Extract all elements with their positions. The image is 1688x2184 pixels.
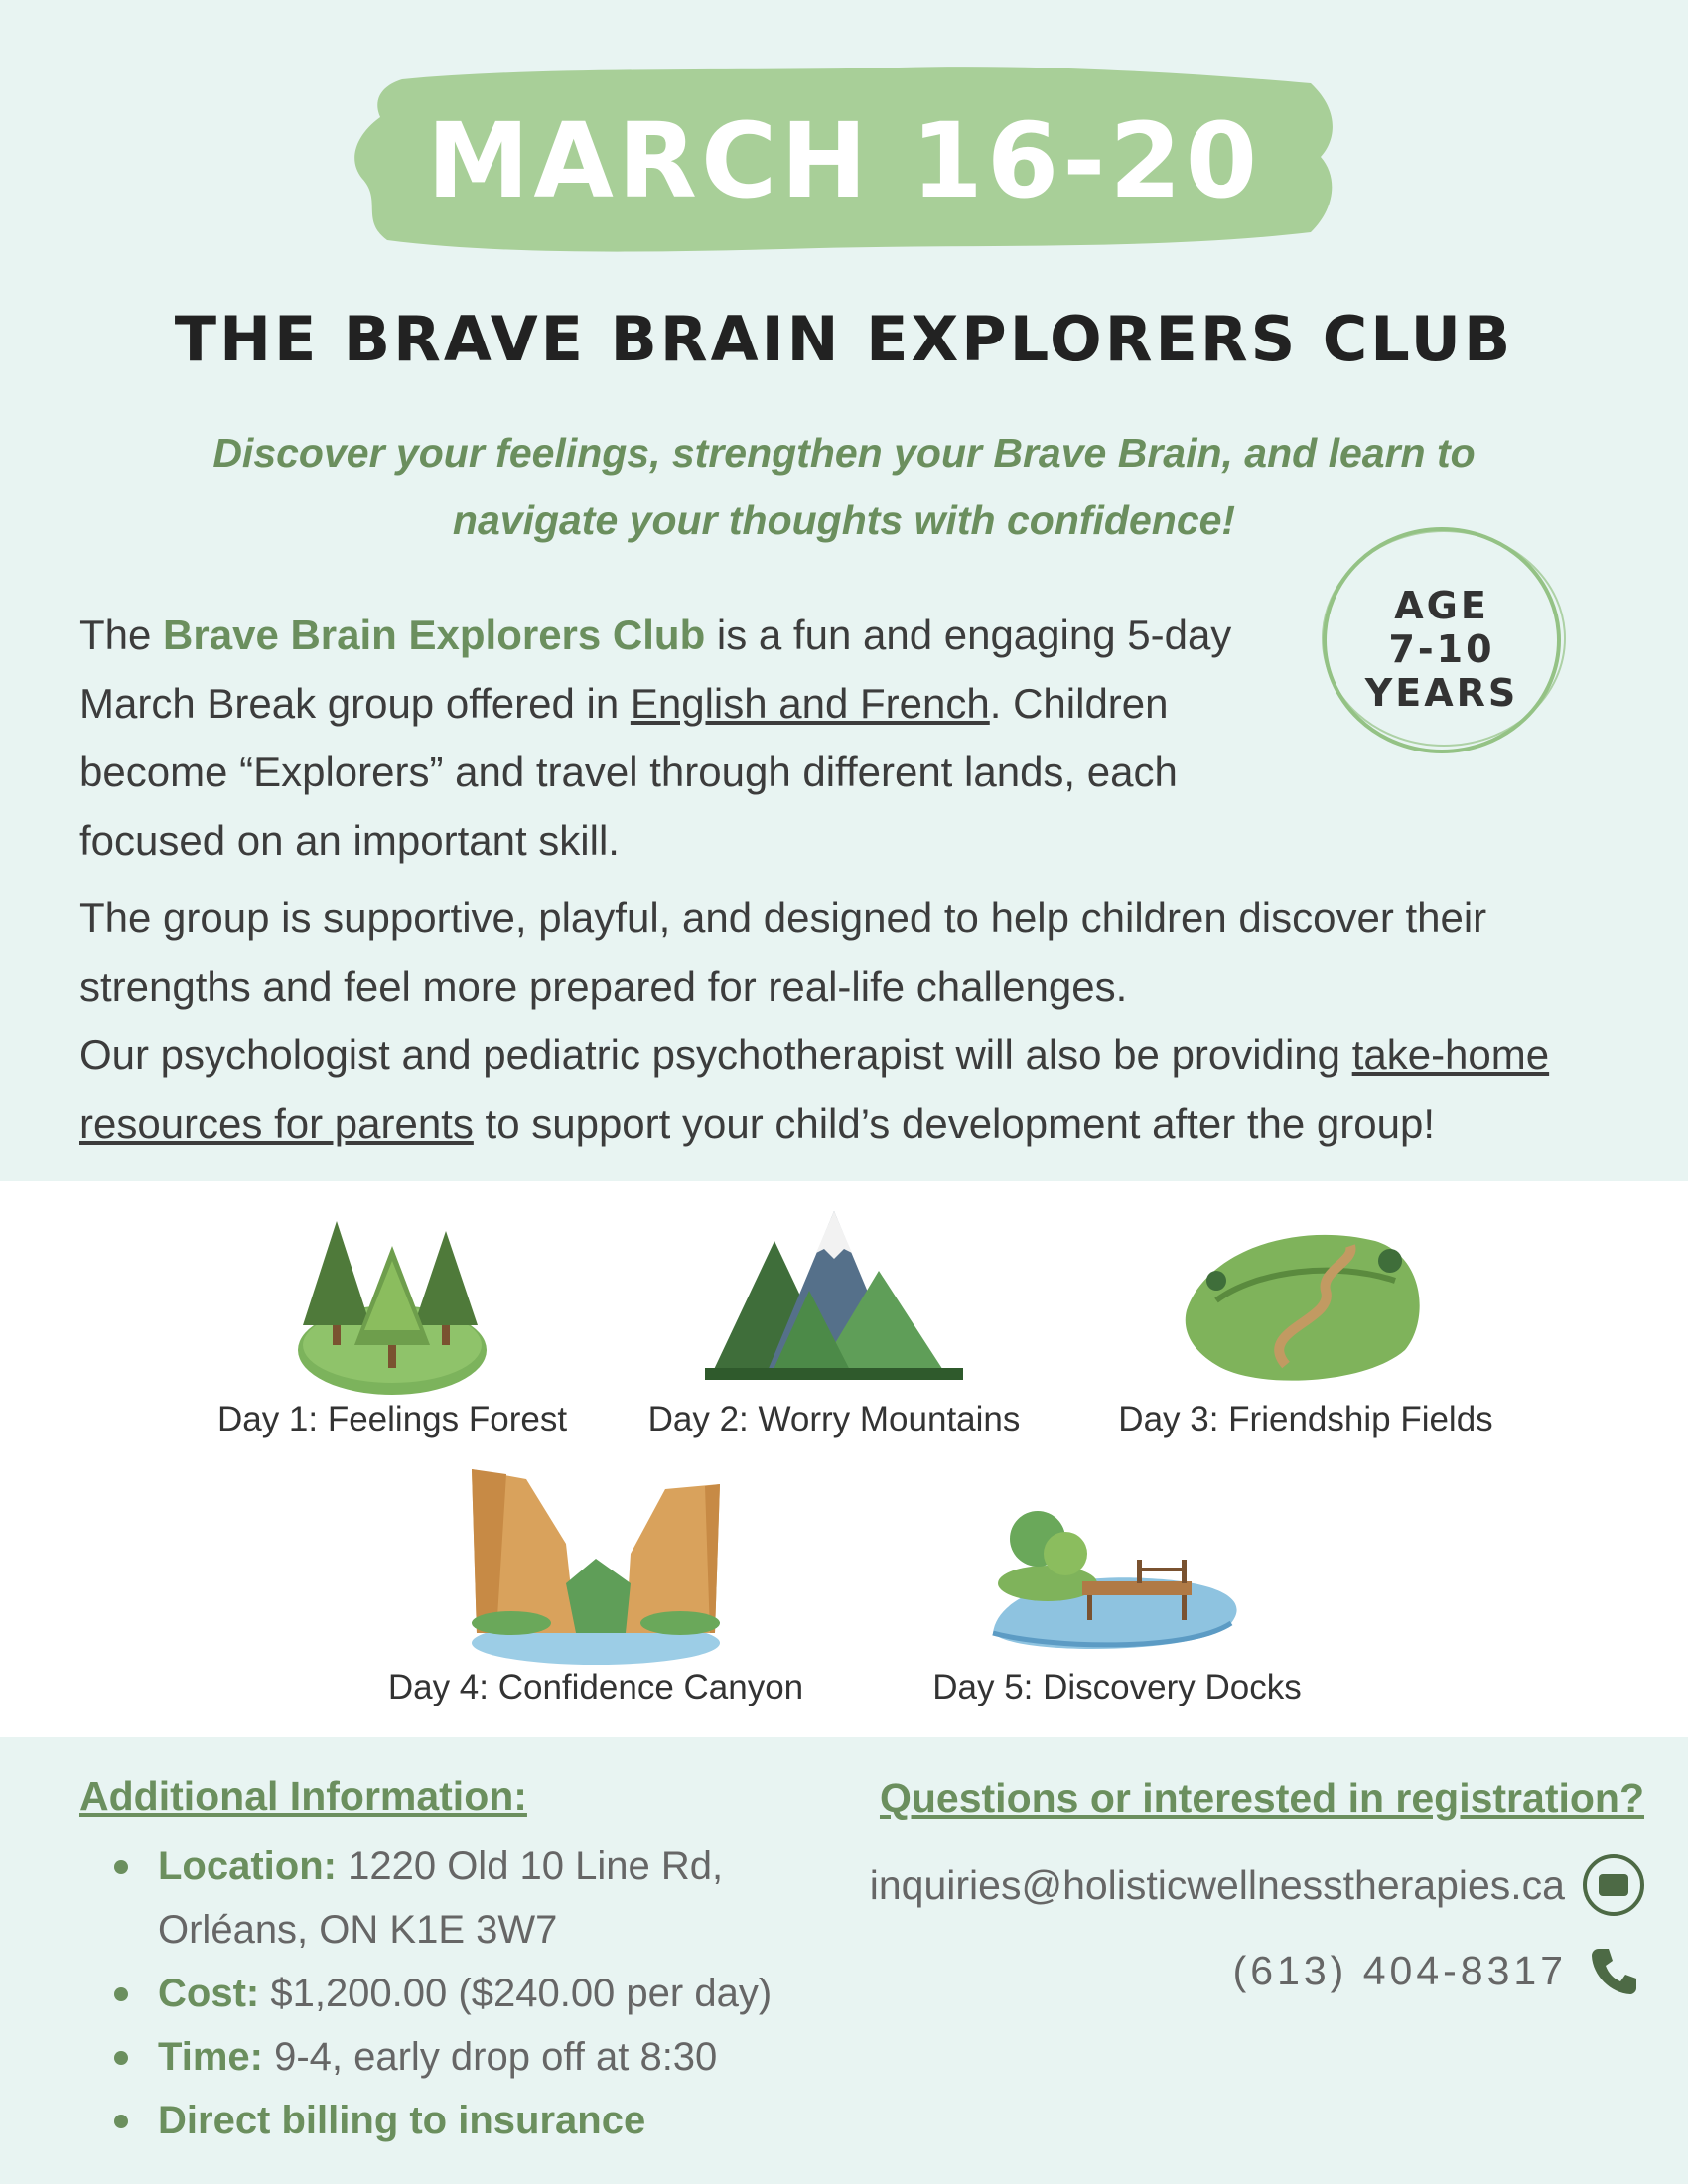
day-4-label: Day 4: Confidence Canyon (387, 1668, 804, 1706)
resources-text (79, 1021, 1628, 1158)
intro-paragraph (79, 601, 1261, 875)
location-value: 1220 Old 10 Line Rd, Orléans, ON K1E 3W7 (158, 1844, 724, 1952)
phone-row (1233, 1941, 1644, 2000)
day-5-label: Day 5: Discovery Docks (932, 1668, 1302, 1706)
billing-item (114, 2089, 869, 2152)
day-3-label: Day 3: Friendship Fields (1118, 1400, 1493, 1438)
intro-text-start: The (79, 612, 164, 658)
location-item (114, 1835, 869, 1962)
phone-icon (1585, 1941, 1644, 2000)
day-4-card (387, 1464, 804, 1707)
day-1-label: Day 1: Feelings Forest (216, 1400, 568, 1438)
resources-highlight: take-home resources for parents (79, 1031, 1550, 1147)
day-1-card (209, 1201, 576, 1439)
age-label: AGE (1394, 584, 1489, 627)
additional-info-heading: Additional Information: (79, 1773, 527, 1819)
club-name-highlight: Brave Brain Explorers Club (163, 612, 706, 658)
date-banner (343, 62, 1345, 260)
cost-value: $1,200.00 ($240.00 per day) (259, 1972, 773, 2015)
tagline-line-2: navigate your thoughts with confidence! (452, 497, 1236, 543)
description-paragraph (79, 884, 1628, 1158)
time-value: 9-4, early drop off at 8:30 (262, 2035, 718, 2079)
day-3-card (1107, 1201, 1504, 1439)
day-5-card (918, 1464, 1316, 1707)
tagline-line-1: Discover your feelings, strengthen your Brave Brain, and learn to (212, 430, 1476, 476)
email-row (870, 1854, 1644, 1916)
page-title: THE BRAVE BRAIN EXPLORERS CLUB (174, 303, 1514, 375)
docks-illustration (988, 1464, 1246, 1668)
age-badge (1313, 521, 1571, 759)
intro-text-mid: is a fun and engaging 5-day March Break group offered in (79, 612, 1232, 727)
resources-text-start: Our psychologist and pediatric psychotherapist will also be providing (79, 1031, 1352, 1078)
supportive-text: The group is supportive, playful, and designed to help children discover their strengths and feel more prepared for real-life challenges. (79, 894, 1487, 1010)
tagline (199, 419, 1489, 554)
age-unit: YEARS (1364, 671, 1519, 715)
day-2-label: Day 2: Worry Mountains (647, 1400, 1021, 1438)
phone-link[interactable]: (613) 404-8317 (1232, 1947, 1567, 1993)
event-dates: MARCH 16-20 (426, 100, 1262, 221)
intro-text-end: . Children become “Explorers” and travel through different lands, each focused on an important skill. (79, 680, 1178, 864)
day-2-card (645, 1201, 1023, 1439)
location-label: Location: (158, 1844, 337, 1888)
email-link[interactable]: inquiries@holisticwellnesstherapies.ca (869, 1861, 1565, 1908)
time-label: Time: (158, 2035, 263, 2079)
cost-item (114, 1962, 869, 2025)
email-icon (1583, 1854, 1644, 1916)
time-item (114, 2025, 869, 2089)
registration-heading: Questions or interested in registration? (879, 1775, 1644, 1821)
billing-text: Direct billing to insurance (158, 2099, 646, 2142)
canyon-illustration (467, 1464, 725, 1668)
fields-illustration (1177, 1201, 1435, 1400)
cost-label: Cost: (158, 1972, 260, 2015)
mountains-illustration (705, 1201, 963, 1400)
resources-text-end: to support your child’s development after the group! (473, 1100, 1435, 1147)
days-section (0, 1181, 1688, 1737)
age-range: 7-10 (1388, 627, 1495, 671)
additional-info-list (114, 1835, 869, 2152)
forest-illustration (293, 1201, 492, 1400)
languages-highlight: English and French (630, 680, 990, 727)
